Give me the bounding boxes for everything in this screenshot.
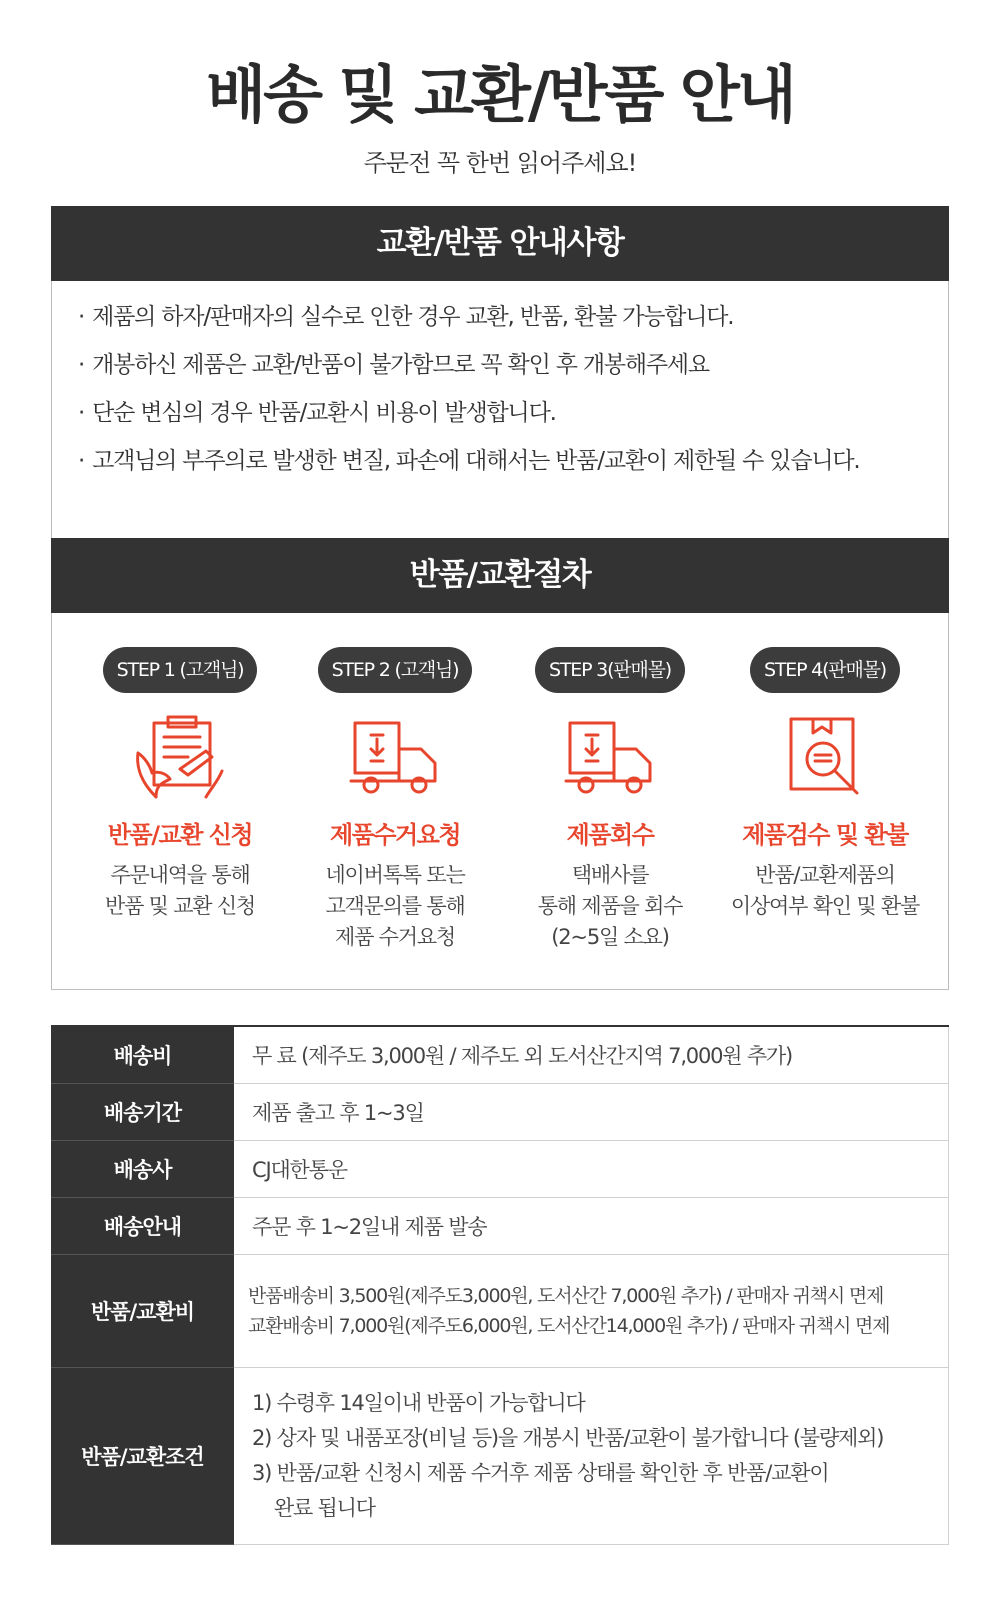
table-row [51,1254,949,1367]
step-badge: STEP 2 (고객님) [318,647,473,693]
guide-box [51,206,949,990]
row-label: 배송사 [51,1140,234,1197]
row-label: 배송기간 [51,1083,234,1140]
row-value-line: 1) 수령후 14일이내 반품이 가능합니다 [252,1390,585,1415]
notice-item: · 고객님의 부주의로 발생한 변질, 파손에 대해서는 반품/교환이 제한될 수 있습니다. [78,443,860,491]
step-badge: STEP 1 (고객님) [103,647,258,693]
row-label: 반품/교환비 [51,1254,234,1367]
step-title: 제품검수 및 환불 [742,821,908,849]
notice-item: · 개봉하신 제품은 교환/반품이 불가함므로 꼭 확인 후 개봉해주세요 [78,347,860,395]
notice-section-title: 교환/반품 안내사항 [51,206,949,281]
row-label: 배송안내 [51,1197,234,1254]
page-subtitle: 주문전 꼭 한번 읽어주세요! [363,149,637,177]
box-inspect-icon [777,713,873,803]
row-value-line: 교환배송비 7,000원(제주도6,000원, 도서산간14,000원 추가) / 판매자 귀책시 면제 [248,1314,890,1337]
clipboard-hand-icon [132,713,228,803]
row-value: 제품 출고 후 1~3일 [234,1083,949,1140]
step-2 [288,647,502,953]
page-title: 배송 및 교환/반품 안내 [206,58,794,131]
step-description: 택배사를 통해 제품을 회수 (2~5일 소요) [537,863,683,949]
row-value: 무 료 (제주도 3,000원 / 제주도 외 도서산간지역 7,000원 추가) [234,1026,949,1083]
row-value-line: 완료 됩니다 [252,1495,375,1520]
step-4 [718,647,932,922]
table-row [51,1026,949,1083]
step-description: 주문내역을 통해 반품 및 교환 신청 [104,863,256,918]
step-title: 반품/교환 신청 [107,821,253,849]
shipping-info-table [51,1025,949,1545]
notice-item: · 단순 변심의 경우 반품/교환시 비용이 발생합니다. [78,395,860,443]
row-value [234,1367,949,1544]
step-badge: STEP 4(판매몰) [750,647,900,693]
step-description: 네이버톡톡 또는 고객문의를 통해 제품 수거요청 [325,863,465,949]
row-value: CJ대한통운 [234,1140,949,1197]
row-label: 배송비 [51,1026,234,1083]
step-1 [73,647,287,922]
row-value-line: 3) 반품/교환 신청시 제품 수거후 제품 상태를 확인한 후 반품/교환이 [252,1460,829,1485]
table-row [51,1140,949,1197]
notice-item: · 제품의 하자/판매자의 실수로 인한 경우 교환, 반품, 환불 가능합니다. [78,299,860,347]
delivery-truck-icon [347,713,443,803]
procedure-steps [52,647,950,977]
notice-list [78,299,860,491]
step-badge: STEP 3(판매몰) [535,647,685,693]
table-row [51,1367,949,1544]
row-value-line: 반품배송비 3,500원(제주도3,000원, 도서산간 7,000원 추가) / 판매자 귀책시 면제 [248,1284,884,1307]
row-value-line: 2) 상자 및 내품포장(비닐 등)을 개봉시 반품/교환이 불가합니다 (불량제외) [252,1425,884,1450]
delivery-truck-icon [562,713,658,803]
procedure-section-title: 반품/교환절차 [51,538,949,613]
step-3 [503,647,717,953]
row-value [234,1254,949,1367]
row-value: 주문 후 1~2일내 제품 발송 [234,1197,949,1254]
table-row [51,1083,949,1140]
row-label: 반품/교환조건 [51,1367,234,1544]
step-description: 반품/교환제품의 이상여부 확인 및 환불 [730,863,920,918]
step-title: 제품회수 [566,821,654,849]
step-title: 제품수거요청 [329,821,461,849]
table-row [51,1197,949,1254]
